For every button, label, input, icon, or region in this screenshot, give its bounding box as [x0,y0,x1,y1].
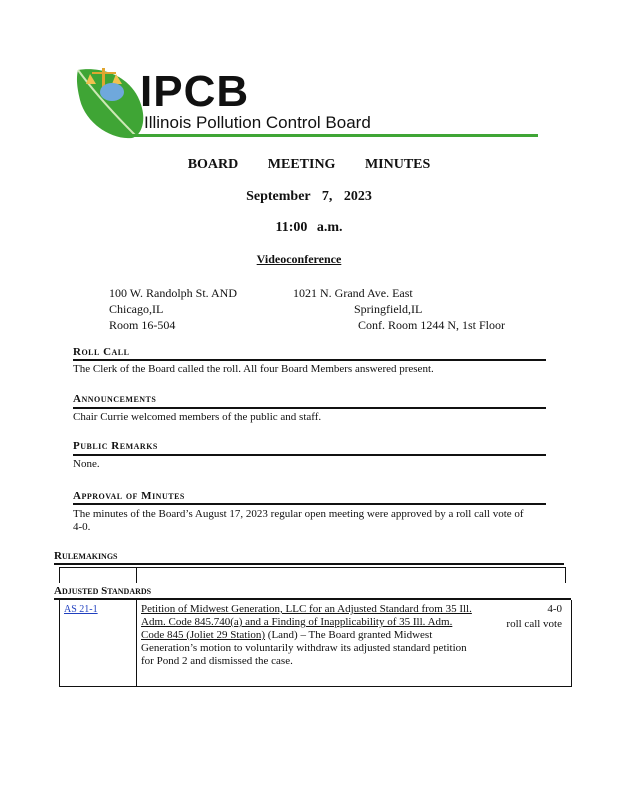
section-divider [73,503,546,505]
section-heading-roll-call: Roll Call [73,346,130,358]
case-description [141,603,476,668]
table-column-divider [136,600,137,686]
case-title-link[interactable]: Petition of Midwest Generation, LLC for an Adjusted Standard from 35 Ill. Adm. Code 845.740(a) and a Finding of Inapplicability of 35 Ill. Adm. Code 845 (Joliet 29 Station) [141,603,472,641]
section-heading-approval: Approval of Minutes [73,490,185,502]
table-column-divider [136,567,137,583]
subheading-adjusted-standards: Adjusted Standards [54,585,152,597]
section-divider [73,359,546,361]
meeting-date: September 7, 2023 [246,189,372,204]
section-text-approval: The minutes of the Board’s August 17, 2023 regular open meeting were approved by a roll call vote of 4-0. [73,508,524,533]
section-text-public-remarks: None. [73,458,100,470]
meeting-time: 11:00 a.m. [275,220,343,235]
logo-divider [132,134,538,137]
location-right-line-3: Conf. Room 1244 N, 1st Floor [358,318,506,332]
case-number-link[interactable]: AS 21-1 [64,604,98,615]
location-left-line: Room 16-504 [109,318,176,332]
location-left-line: Chicago,IL [109,302,164,316]
ipcb-leaf-logo-icon [72,62,146,140]
location-left-line: 100 W. Randolph St. AND [109,286,238,300]
section-heading-rulemakings: Rulemakings [54,550,118,562]
section-heading-announcements: Announcements [73,393,157,405]
section-text-roll-call: The Clerk of the Board called the roll. All four Board Members answered present. [73,363,434,375]
logo-title: IPCB [140,67,250,116]
meeting-venue [0,252,618,267]
venue-text: Videoconference [256,252,342,266]
section-heading-public-remarks: Public Remarks [73,440,158,452]
document-title: BOARD MEETING MINUTES [187,157,431,172]
case-description-text: (Land) – The Board granted Midwest Generation’s motion to voluntarily withdraw its adjusted standard petition for Pond 2 and dismissed the case. [141,629,467,667]
vote-label: roll call vote [506,618,562,630]
location-left [109,285,237,333]
section-text-announcements: Chair Currie welcomed members of the public and staff. [73,411,322,423]
logo-subtitle: Illinois Pollution Control Board [144,113,371,132]
location-right-line-2: Springfield,IL [354,302,423,316]
vote-count: 4-0 [547,603,562,615]
section-divider [73,407,546,409]
section-divider [73,454,546,456]
section-divider [54,563,564,565]
location-right-line-1: 1021 N. Grand Ave. East [293,286,413,300]
